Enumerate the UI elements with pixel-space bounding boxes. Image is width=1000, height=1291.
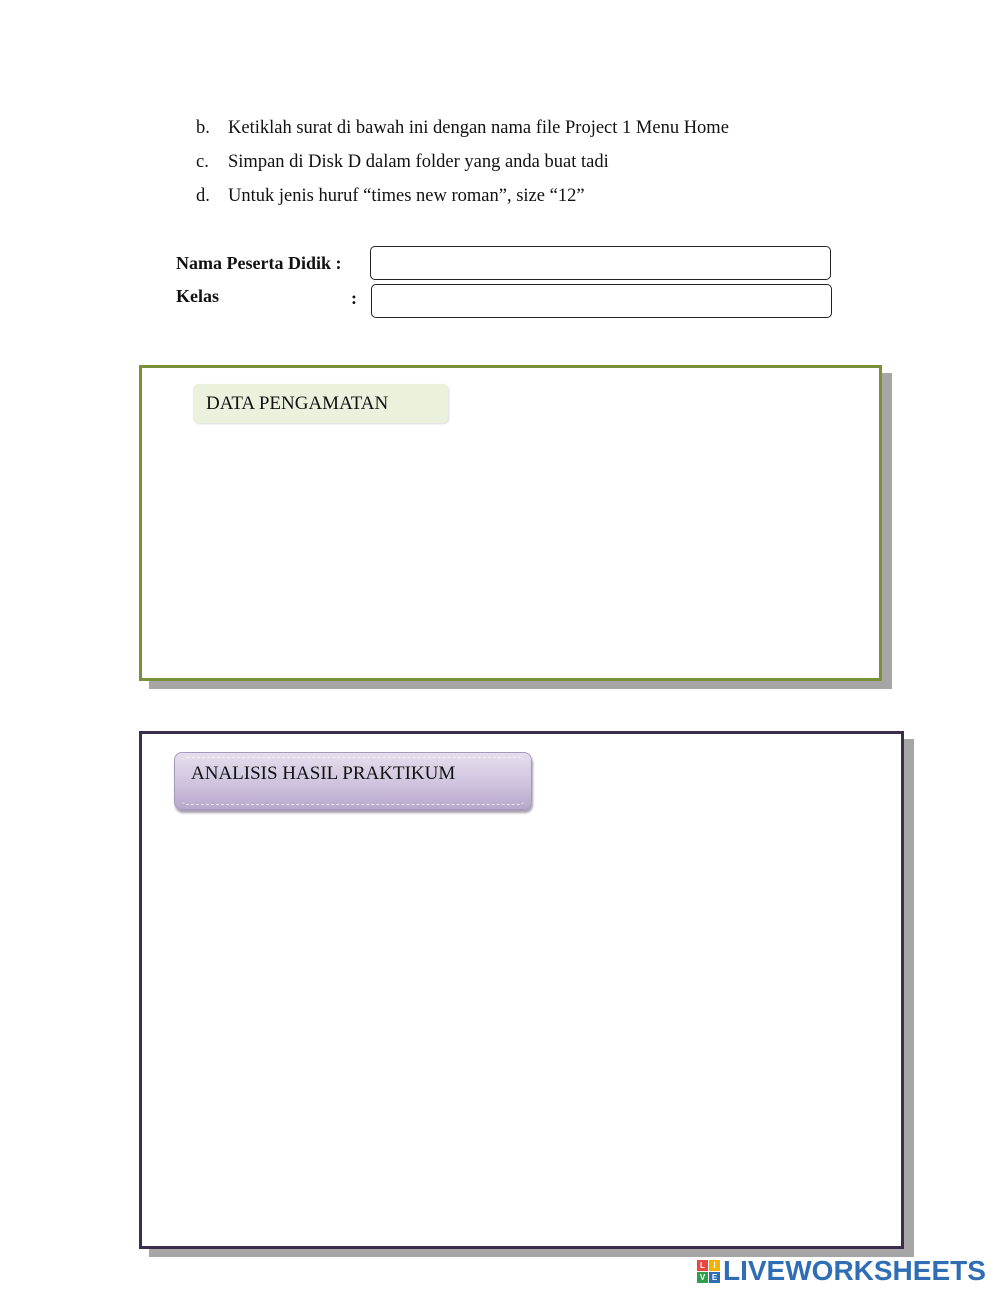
nama-label: Nama Peserta Didik : [176, 253, 342, 273]
instruction-list [196, 116, 729, 218]
instruction-item [196, 150, 729, 184]
logo-letter: V [697, 1272, 708, 1283]
instruction-marker: b. [196, 118, 210, 138]
kelas-colon: : [351, 288, 357, 308]
brand-text: LIVEWORKSHEETS [723, 1255, 986, 1286]
analisis-title: ANALISIS HASIL PRAKTIKUM [174, 752, 532, 810]
instruction-marker: c. [196, 152, 209, 172]
instruction-text: Untuk jenis huruf “times new roman”, size “12” [228, 186, 585, 206]
instruction-item [196, 116, 729, 150]
liveworksheets-brand [697, 1254, 986, 1288]
logo-letter: L [697, 1260, 708, 1271]
nama-peserta-input[interactable] [370, 246, 831, 280]
logo-letter: E [709, 1272, 720, 1283]
instruction-marker: d. [196, 186, 210, 206]
instruction-text: Ketiklah surat di bawah ini dengan nama file Project 1 Menu Home [228, 118, 729, 138]
kelas-label: Kelas [176, 286, 219, 306]
instruction-item [196, 184, 729, 218]
instruction-text: Simpan di Disk D dalam folder yang anda buat tadi [228, 152, 609, 172]
data-pengamatan-title: DATA PENGAMATAN [193, 384, 448, 423]
liveworksheets-logo-icon [697, 1260, 720, 1283]
kelas-input[interactable] [371, 284, 832, 318]
logo-letter: I [709, 1260, 720, 1271]
